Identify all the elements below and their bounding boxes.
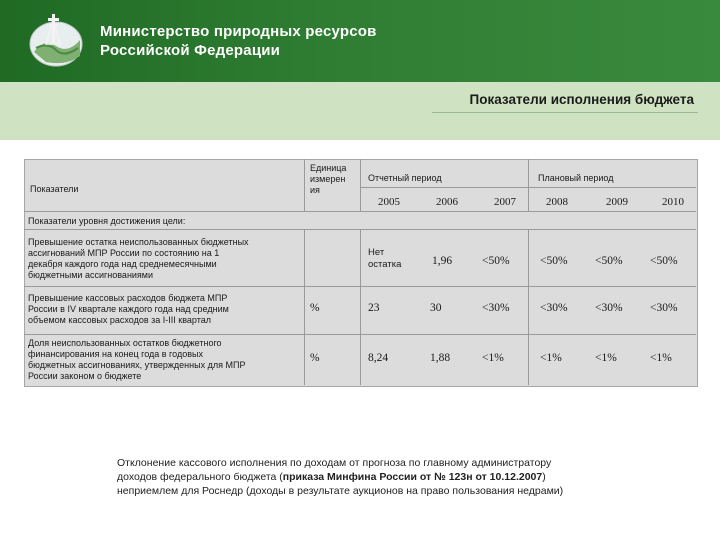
group-header-planned: Плановый период <box>538 173 614 183</box>
footer-line-1: Отклонение кассового исполнения по доходам от прогноза по главному администратору <box>117 457 552 469</box>
col-header-unit-line: измерен <box>310 174 346 184</box>
footer-line-3: неприемлем для Роснедр (доходы в результате аукционов на право пользования недрами) <box>117 485 564 497</box>
row-label <box>28 293 229 326</box>
row-label-line: финансирования на конец года в годовых <box>28 349 203 359</box>
row-label <box>28 237 249 281</box>
year-header: 2008 <box>546 196 568 208</box>
row-label-line: Превышение кассовых расходов бюджета МПР <box>28 293 228 303</box>
page-title: Показатели исполнения бюджета <box>469 92 694 107</box>
grid-line <box>528 159 529 211</box>
row-label <box>28 338 245 382</box>
year-header: 2005 <box>378 196 400 208</box>
row-unit: % <box>310 352 320 364</box>
row-value: <50% <box>650 255 678 267</box>
year-header: 2009 <box>606 196 628 208</box>
grid-line <box>304 229 305 385</box>
row-value: <1% <box>595 352 617 364</box>
row-value: <30% <box>595 302 623 314</box>
row-value: <30% <box>650 302 678 314</box>
row-label-line: России в IV квартале каждого года над средним <box>28 304 229 314</box>
year-header: 2007 <box>494 196 516 208</box>
footer-line-2-post: ) <box>542 471 546 483</box>
row-value: <50% <box>482 255 510 267</box>
row-value: 30 <box>430 302 442 314</box>
group-header-reported: Отчетный период <box>368 173 442 183</box>
title-underline <box>432 112 698 113</box>
footer-line-2-pre: доходов федерального бюджета ( <box>117 471 283 483</box>
row-value: <1% <box>540 352 562 364</box>
year-header: 2010 <box>662 196 684 208</box>
row-label-line: декабря каждого года над среднемесячными <box>28 259 217 269</box>
footer-order-reference: приказа Минфина России от № 123н от 10.12.2007 <box>282 471 543 483</box>
ministry-line-1: Министерство природных ресурсов <box>100 23 377 40</box>
row-value: 8,24 <box>368 352 389 364</box>
grid-line <box>360 229 361 385</box>
row-label-line: Превышение остатка неиспользованных бюджетных <box>28 237 249 247</box>
row-label-line: бюджетными ассигнованиями <box>28 270 154 280</box>
year-header: 2006 <box>436 196 458 208</box>
row-label-line: объемом кассовых расходов за I-III квартал <box>28 315 211 325</box>
ministry-name <box>100 22 377 60</box>
row-label-line: ассигнований МПР России по состоянию на 1 <box>28 248 220 258</box>
row-value: <50% <box>540 255 568 267</box>
grid-line <box>528 229 529 385</box>
budget-table <box>24 159 696 385</box>
col-header-unit-line: Единица <box>310 163 347 173</box>
ministry-line-2: Российской Федерации <box>100 42 281 59</box>
row-value-no-balance: Нет остатка <box>368 247 402 270</box>
row-unit: % <box>310 302 320 314</box>
col-header-unit <box>310 163 346 196</box>
grid-line <box>360 159 361 211</box>
row-value: 1,96 <box>432 255 453 267</box>
footer-line-2 <box>117 470 637 484</box>
section-label: Показатели уровня достижения цели: <box>28 216 186 226</box>
row-label-line: России законом о бюджете <box>28 371 142 381</box>
row-value: <1% <box>482 352 504 364</box>
footer-note <box>117 456 637 498</box>
grid-line <box>24 211 696 212</box>
row-label-line: бюджетных ассигнованиях, утвержденных для МПР <box>28 360 246 370</box>
row-value: <50% <box>595 255 623 267</box>
row-value: <1% <box>650 352 672 364</box>
row-value: 23 <box>368 302 380 314</box>
row-value: <30% <box>540 302 568 314</box>
row-value: 1,88 <box>430 352 451 364</box>
row-label-line: Доля неиспользованных остатков бюджетного <box>28 338 222 348</box>
col-header-indicator: Показатели <box>30 184 79 194</box>
row-value: <30% <box>482 302 510 314</box>
ministry-logo-icon <box>22 8 90 72</box>
col-header-unit-line: ия <box>310 185 320 195</box>
grid-line <box>304 159 305 211</box>
